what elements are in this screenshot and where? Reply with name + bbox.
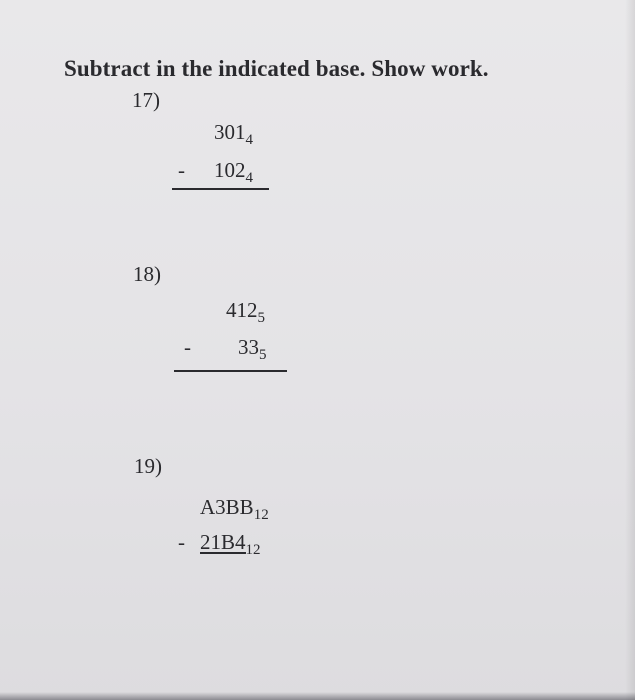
instructions-heading: Subtract in the indicated base. Show work. [64, 56, 489, 81]
problem-18-subtrahend [238, 335, 267, 363]
bottom-shadow [0, 692, 635, 700]
problem-17-minuend [214, 120, 253, 148]
problem-17-minuend-digits: 301 [214, 120, 246, 144]
problem-19-subtrahend-digits: 21B4 [200, 530, 246, 554]
problem-19-minuend [200, 495, 269, 523]
problem-18-subtrahend-base: 5 [259, 347, 267, 363]
problem-18-minuend-base: 5 [257, 310, 265, 326]
problem-19-minuend-digits: A3BB [200, 495, 254, 519]
problem-19-number: 19) [134, 454, 162, 478]
problem-18-subtrahend-digits: 33 [238, 335, 259, 359]
problem-18-minus-sign: - [184, 335, 191, 359]
problem-17-answer-line [172, 188, 269, 190]
problem-19-subtrahend-base: 12 [245, 542, 261, 558]
problem-18-number: 18) [133, 262, 161, 286]
problem-19-minuend-base: 12 [253, 507, 269, 523]
problem-17-minus-sign: - [178, 158, 185, 182]
problem-18-minuend-digits: 412 [226, 298, 258, 322]
problem-18-answer-line [174, 370, 287, 372]
problem-17-subtrahend-base: 4 [245, 170, 253, 186]
problem-18-minuend [226, 298, 265, 326]
problem-17-minuend-base: 4 [245, 132, 253, 148]
problem-17-number: 17) [132, 88, 160, 112]
problem-17-subtrahend [214, 158, 253, 186]
problem-19-minus-sign: - [178, 530, 185, 554]
problem-17-subtrahend-digits: 102 [214, 158, 246, 182]
problem-19-subtrahend [200, 530, 261, 558]
paper-edge [625, 0, 635, 700]
